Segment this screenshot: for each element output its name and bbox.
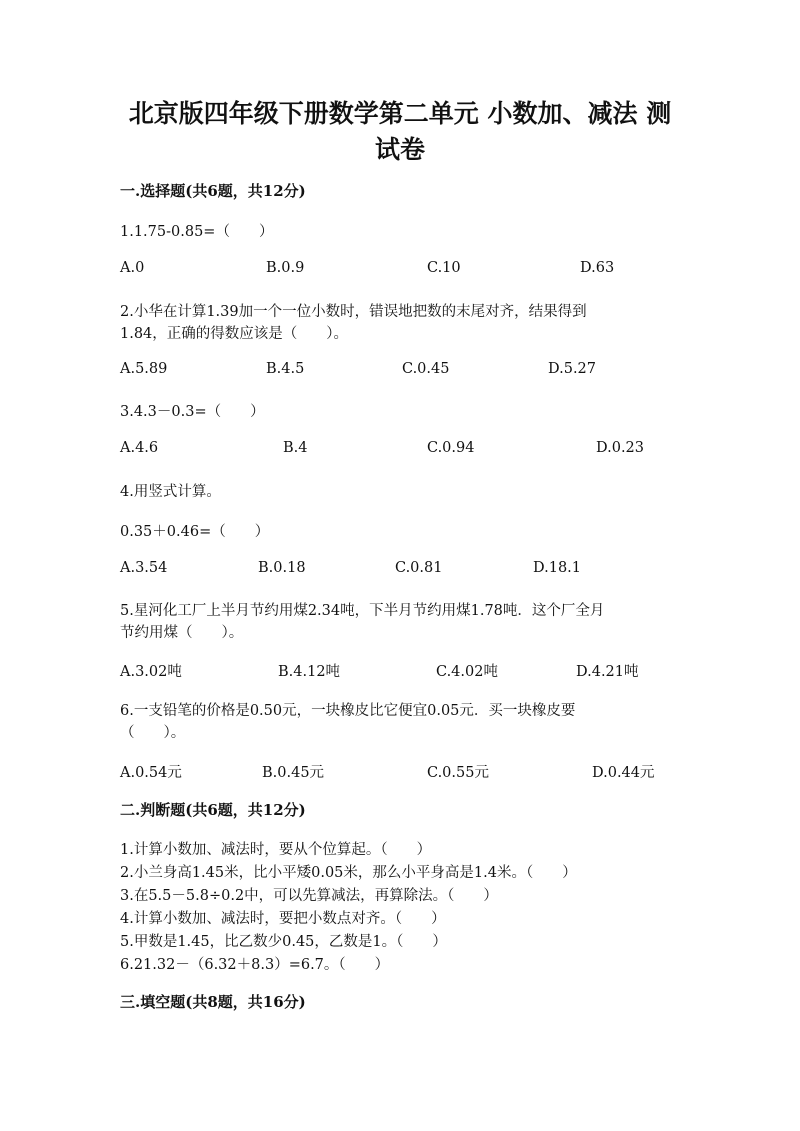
q4-option-c: C.0.81 <box>395 560 443 576</box>
question-2-line-2: 1.84，正确的得数应该是（ ）。 <box>120 326 349 342</box>
question-5-line-1: 5.星河化工厂上半月节约用煤2.34吨，下半月节约用煤1.78吨．这个厂全月 <box>120 603 605 619</box>
question-6-line-2: （ ）。 <box>120 725 186 741</box>
q5-option-a: A.3.02吨 <box>120 664 182 680</box>
section-heading-fill: 三.填空题(共8题，共16分) <box>120 993 306 1011</box>
question-4-line-2: 0.35＋0.46=（ ） <box>120 524 270 540</box>
judge-item-4: 4.计算小数加、减法时，要把小数点对齐。（ ） <box>120 911 446 927</box>
question-3: 3.4.3－0.3=（ ） <box>120 404 265 420</box>
q3-option-c: C.0.94 <box>427 440 475 456</box>
judge-item-3: 3.在5.5－5.8÷0.2中，可以先算减法，再算除法。（ ） <box>120 888 498 904</box>
q5-option-b: B.4.12吨 <box>278 664 341 680</box>
q6-option-b: B.0.45元 <box>262 765 325 781</box>
q4-option-a: A.3.54 <box>120 560 168 576</box>
judge-item-1: 1.计算小数加、减法时，要从个位算起。（ ） <box>120 842 432 858</box>
question-1: 1.1.75-0.85=（ ） <box>120 224 274 240</box>
judge-item-6: 6.21.32－（6.32＋8.3）=6.7。（ ） <box>120 957 390 973</box>
judge-item-5: 5.甲数是1.45，比乙数少0.45，乙数是1。（ ） <box>120 934 447 950</box>
q6-option-a: A.0.54元 <box>120 765 182 781</box>
q4-option-d: D.18.1 <box>533 560 582 576</box>
question-6-line-1: 6.一支铅笔的价格是0.50元，一块橡皮比它便宜0.05元．买一块橡皮要 <box>120 703 576 719</box>
q2-option-a: A.5.89 <box>120 361 168 377</box>
q4-option-b: B.0.18 <box>258 560 306 576</box>
page-title <box>120 96 680 168</box>
q3-option-b: B.4 <box>283 440 308 456</box>
question-4-line-1: 4.用竖式计算。 <box>120 484 221 500</box>
title-line-2: 试卷 <box>374 135 425 164</box>
q3-option-a: A.4.6 <box>120 440 159 456</box>
q2-option-c: C.0.45 <box>402 361 450 377</box>
question-5-line-2: 节约用煤（ ）。 <box>120 625 244 641</box>
q1-option-a: A.0 <box>120 260 145 276</box>
q1-option-d: D.63 <box>580 260 615 276</box>
title-line-1: 北京版四年级下册数学第二单元 小数加、减法 测 <box>128 99 672 128</box>
q1-option-c: C.10 <box>427 260 461 276</box>
question-2-line-1: 2.小华在计算1.39加一个一位小数时，错误地把数的末尾对齐，结果得到 <box>120 304 587 320</box>
q2-option-b: B.4.5 <box>266 361 305 377</box>
q6-option-c: C.0.55元 <box>427 765 489 781</box>
q2-option-d: D.5.27 <box>548 361 597 377</box>
q3-option-d: D.0.23 <box>596 440 645 456</box>
judge-item-2: 2.小兰身高1.45米，比小平矮0.05米，那么小平身高是1.4米。（ ） <box>120 865 577 881</box>
q6-option-d: D.0.44元 <box>592 765 655 781</box>
q5-option-d: D.4.21吨 <box>576 664 639 680</box>
section-heading-choice: 一.选择题(共6题，共12分) <box>120 182 306 200</box>
section-heading-judge: 二.判断题(共6题，共12分) <box>120 801 306 819</box>
q1-option-b: B.0.9 <box>266 260 305 276</box>
q5-option-c: C.4.02吨 <box>436 664 498 680</box>
